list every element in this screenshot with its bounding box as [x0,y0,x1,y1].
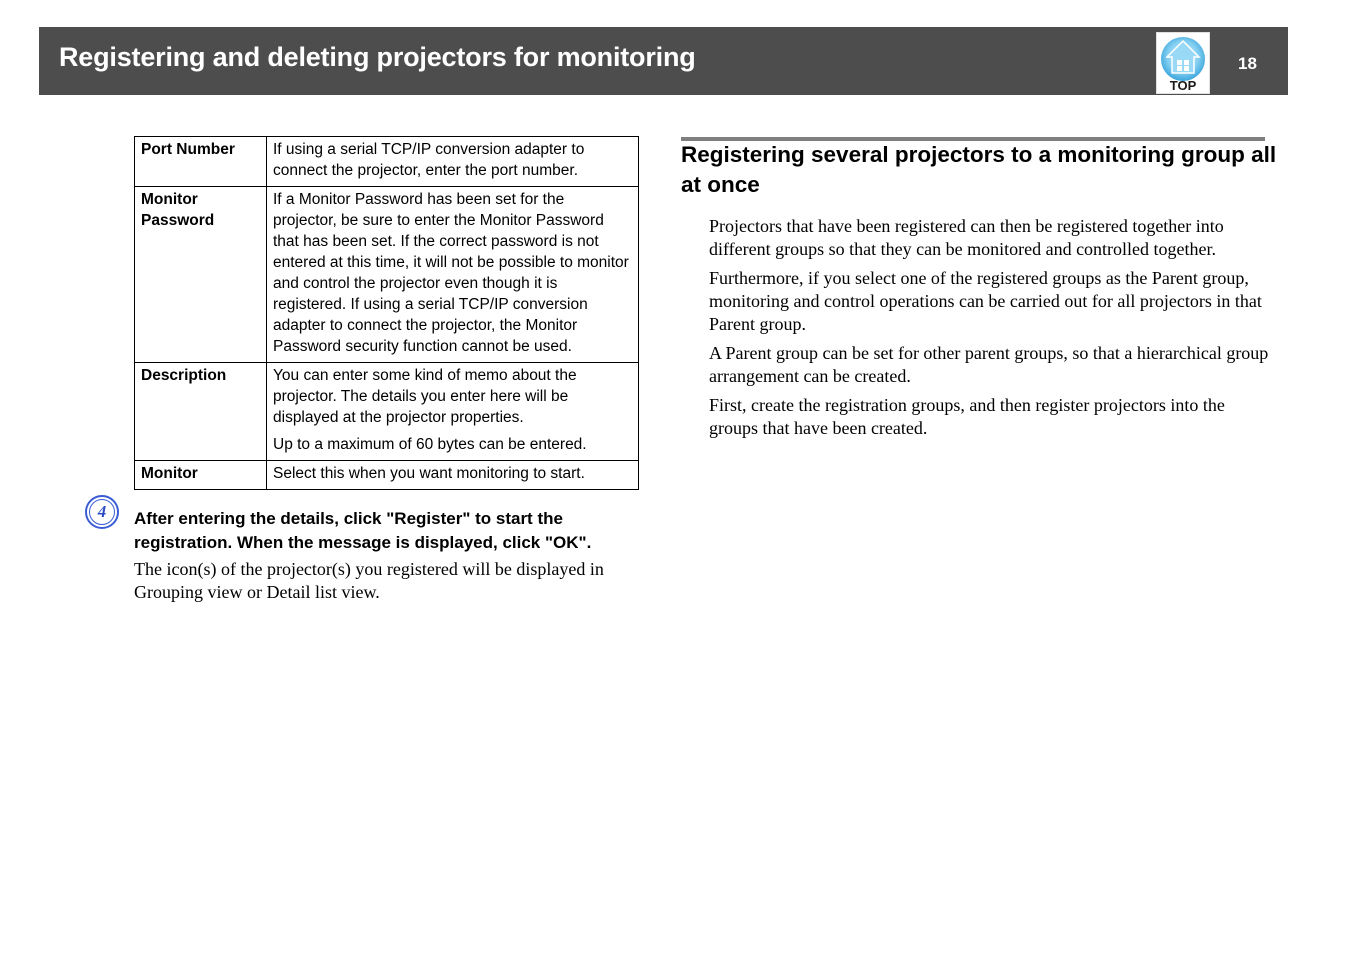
row-value [267,137,639,187]
step-number: 4 [89,499,115,525]
top-label: TOP [1169,78,1197,93]
section-body [709,215,1269,446]
table-row [135,461,639,490]
row-value-text: If a Monitor Password has been set for the projector, be sure to enter the Monitor Password that has been set. If the correct password is not entered at this time, it will not be possible to monitor and control the projector even though it is registered. If using a serial TCP/IP conversion adapter to connect the projector, the Monitor Password security function cannot be used. [273,191,629,355]
section-paragraph: A Parent group can be set for other parent groups, so that a hierarchical group arrangement can be created. [709,343,1269,386]
table-row [135,363,639,461]
section-paragraph: First, create the registration groups, and then register projectors into the groups that have been created. [709,395,1225,438]
row-value-text: Up to a maximum of 60 bytes can be entered. [273,436,587,453]
row-key-text: Monitor Password [141,191,215,229]
row-key: Description [135,363,267,461]
row-value-text: You can enter some kind of memo about the projector. The details you enter here will be displayed at the projector properties. [273,367,577,426]
row-key: Port Number [135,137,267,187]
row-key: Monitor [135,461,267,490]
row-value [267,461,639,490]
table-row [135,187,639,363]
step-heading: After entering the details, click "Register" to start the registration. When the message is displayed, click "OK". [134,509,592,552]
section-paragraph: Projectors that have been registered can then be registered together into different groups so that they can be monitored and controlled together. [709,216,1224,259]
section-heading: Registering several projectors to a monitoring group all at once [681,142,1277,197]
settings-table [134,136,639,490]
top-link[interactable] [1156,32,1210,94]
row-value [267,187,639,363]
step-body: The icon(s) of the projector(s) you registered will be displayed in Grouping view or Detail list view. [134,559,604,602]
row-value-text: If using a serial TCP/IP conversion adapter to connect the projector, enter the port number. [273,141,585,179]
page-number: 18 [1238,54,1257,73]
section-paragraph: Furthermore, if you select one of the registered groups as the Parent group, monitoring and control operations can be carried out for all projectors in that Parent group. [709,268,1262,334]
page-title: Registering and deleting projectors for monitoring [59,42,696,72]
row-key [135,187,267,363]
page-header [39,27,1288,95]
row-value-text: Select this when you want monitoring to start. [273,465,585,482]
row-value [267,363,639,461]
step-number-badge [85,495,119,529]
table-row [135,137,639,187]
top-house-icon [1157,33,1209,93]
